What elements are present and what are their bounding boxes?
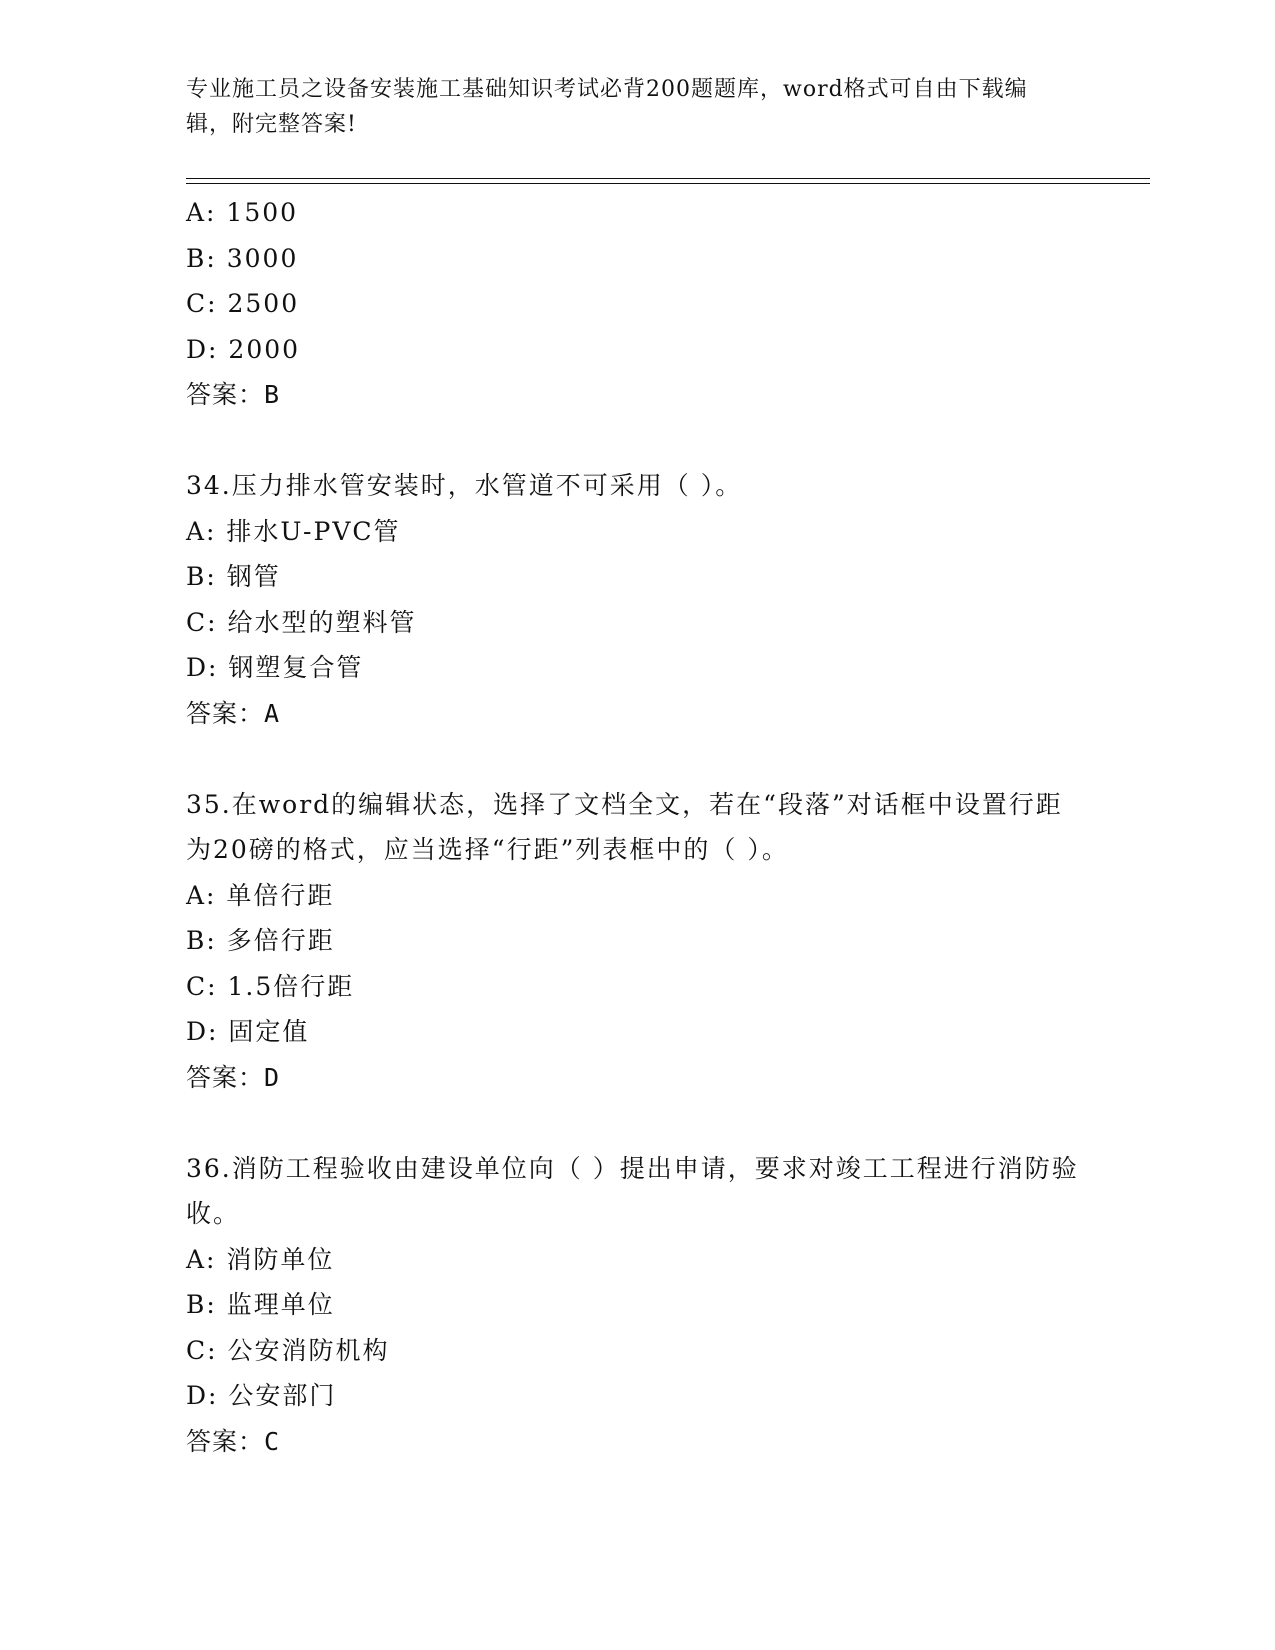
answer-line: 答案：C bbox=[186, 1426, 281, 1456]
option-b: B: 3000 bbox=[186, 243, 299, 273]
option-c: C: 1.5倍行距 bbox=[186, 971, 355, 1001]
option-d: D: 固定值 bbox=[186, 1017, 310, 1046]
option-a: A: 单倍行距 bbox=[186, 880, 335, 910]
question-stem: 35.在word的编辑状态，选择了文档全文，若在“段落”对话框中设置行距为20磅的格式，应当选择“行距”列表框中的（ ）。 bbox=[186, 789, 1063, 864]
answer-line: 答案：A bbox=[186, 698, 281, 728]
question-list bbox=[186, 190, 1086, 1464]
question-33-continued bbox=[186, 190, 1086, 418]
option-b: B: 钢管 bbox=[186, 562, 281, 591]
answer-line: 答案：D bbox=[186, 1062, 281, 1092]
option-b: B: 监理单位 bbox=[186, 1290, 335, 1319]
option-a: A: 1500 bbox=[186, 198, 299, 227]
question-35 bbox=[186, 782, 1086, 1101]
spacer bbox=[186, 418, 1086, 464]
option-d: D: 2000 bbox=[186, 334, 301, 364]
spacer bbox=[186, 1100, 1086, 1146]
option-a: A: 消防单位 bbox=[186, 1244, 335, 1274]
option-b: B: 多倍行距 bbox=[186, 926, 335, 955]
spacer bbox=[186, 736, 1086, 782]
option-d: D: 钢塑复合管 bbox=[186, 653, 364, 682]
header-title: 专业施工员之设备安装施工基础知识考试必背200题题库，word格式可自由下载编辑，附完整答案! bbox=[186, 77, 1028, 137]
question-stem: 34.压力排水管安装时，水管道不可采用（ ）。 bbox=[186, 471, 743, 500]
option-d: D: 公安部门 bbox=[186, 1381, 337, 1410]
question-36 bbox=[186, 1146, 1086, 1465]
header-divider-bottom bbox=[186, 183, 1150, 184]
header-divider-top bbox=[186, 178, 1150, 179]
option-c: C: 给水型的塑料管 bbox=[186, 607, 417, 637]
option-a: A: 排水U-PVC管 bbox=[186, 516, 401, 546]
answer-line: 答案：B bbox=[186, 380, 281, 409]
option-c: C: 2500 bbox=[186, 289, 300, 318]
option-c: C: 公安消防机构 bbox=[186, 1335, 390, 1365]
question-stem: 36.消防工程验收由建设单位向（ ）提出申请，要求对竣工工程进行消防验收。 bbox=[186, 1153, 1079, 1228]
question-34 bbox=[186, 463, 1086, 736]
document-header bbox=[186, 72, 1066, 142]
